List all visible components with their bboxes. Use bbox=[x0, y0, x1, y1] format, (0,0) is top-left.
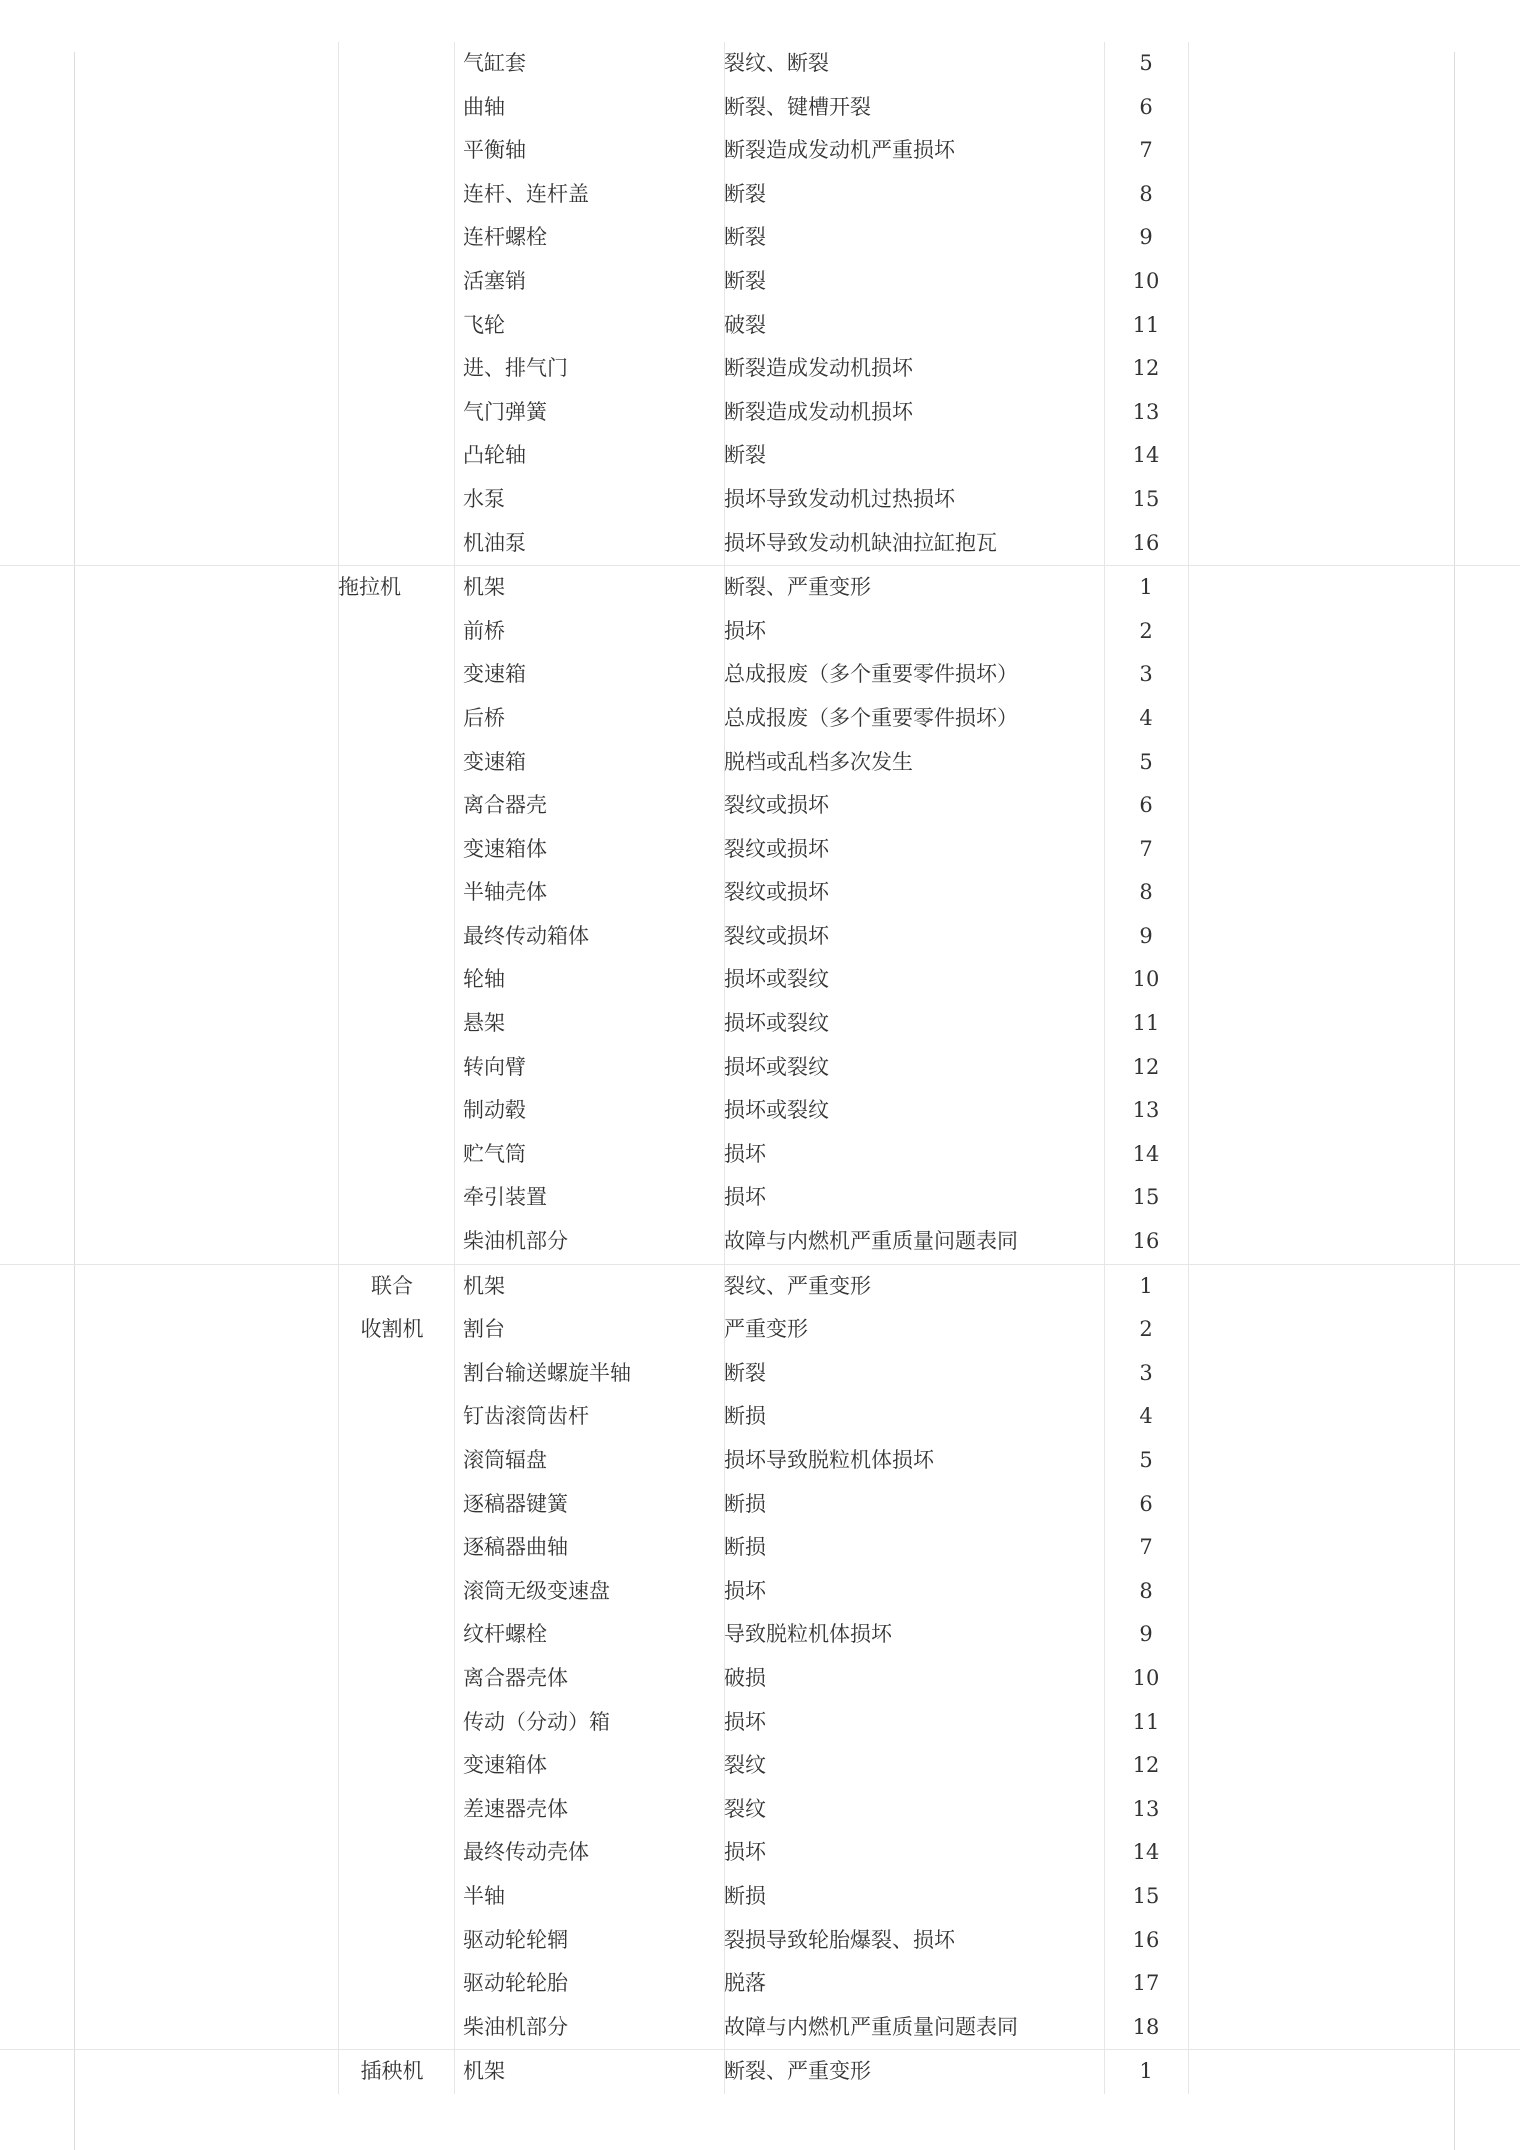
defect-description: 断裂、键槽开裂 bbox=[724, 94, 871, 119]
row-number: 1 bbox=[1139, 575, 1153, 600]
part-name: 变速箱 bbox=[463, 662, 526, 687]
table-row bbox=[0, 2050, 1520, 2094]
row-number: 11 bbox=[1132, 1011, 1160, 1036]
part-name: 气缸套 bbox=[463, 51, 526, 75]
category-label: 收割机 bbox=[360, 1317, 424, 1342]
part-name: 变速箱 bbox=[463, 749, 526, 774]
table-row bbox=[0, 478, 1520, 522]
part-name: 逐稿器曲轴 bbox=[463, 1535, 568, 1560]
defect-description: 破损 bbox=[724, 1665, 766, 1690]
defect-description: 损坏 bbox=[724, 1840, 766, 1865]
part-name: 制动毂 bbox=[463, 1098, 526, 1123]
part-name: 最终传动壳体 bbox=[463, 1840, 589, 1865]
part-name: 半轴 bbox=[463, 1883, 505, 1908]
row-number: 5 bbox=[1139, 1448, 1153, 1472]
defect-description: 裂纹或损坏 bbox=[724, 880, 829, 905]
table-row bbox=[0, 1265, 1520, 1309]
row-number: 9 bbox=[1139, 1622, 1153, 1647]
row-number: 1 bbox=[1139, 1273, 1153, 1298]
defect-description: 损坏或裂纹 bbox=[724, 967, 829, 992]
table-row bbox=[0, 1395, 1520, 1439]
part-name: 机架 bbox=[463, 2059, 505, 2084]
row-number: 6 bbox=[1139, 793, 1153, 818]
table-row bbox=[0, 1220, 1520, 1264]
defect-description: 断裂 bbox=[724, 225, 766, 250]
part-name: 牵引装置 bbox=[463, 1185, 547, 1210]
table-row bbox=[0, 1483, 1520, 1527]
row-number: 12 bbox=[1132, 356, 1160, 381]
defect-description: 故障与内燃机严重质量问题表同 bbox=[724, 1229, 1018, 1254]
part-name: 逐稿器键簧 bbox=[463, 1491, 568, 1516]
part-name: 转向臂 bbox=[463, 1054, 526, 1079]
part-name: 连杆螺栓 bbox=[463, 225, 547, 250]
defect-description: 脱落 bbox=[724, 1971, 766, 1996]
row-number: 9 bbox=[1139, 225, 1153, 250]
category-label: 插秧机 bbox=[360, 2059, 424, 2084]
row-number: 7 bbox=[1139, 138, 1153, 163]
part-name: 贮气筒 bbox=[463, 1141, 526, 1166]
part-name: 离合器壳体 bbox=[463, 1665, 568, 1690]
row-number: 5 bbox=[1139, 749, 1153, 774]
defect-description: 损坏 bbox=[724, 1578, 766, 1603]
row-number: 15 bbox=[1132, 486, 1160, 511]
defect-description: 断裂 bbox=[724, 1360, 766, 1385]
part-name: 柴油机部分 bbox=[463, 1229, 568, 1254]
defect-description: 断裂、严重变形 bbox=[724, 2059, 871, 2084]
table-row bbox=[0, 1701, 1520, 1745]
defect-description: 故障与内燃机严重质量问题表同 bbox=[724, 2014, 1018, 2039]
defect-description: 断损 bbox=[724, 1883, 766, 1908]
table-row bbox=[0, 741, 1520, 785]
table-row bbox=[0, 653, 1520, 697]
row-number: 3 bbox=[1139, 1360, 1153, 1385]
table-row bbox=[0, 1788, 1520, 1832]
defect-description: 破裂 bbox=[724, 312, 766, 337]
table-row bbox=[0, 86, 1520, 130]
table-row bbox=[0, 1875, 1520, 1919]
part-name: 纹杆螺栓 bbox=[463, 1622, 547, 1647]
row-number: 18 bbox=[1132, 2014, 1160, 2039]
defect-description: 严重变形 bbox=[724, 1317, 808, 1342]
row-number: 3 bbox=[1139, 662, 1153, 687]
row-number: 9 bbox=[1139, 923, 1153, 948]
row-number: 2 bbox=[1139, 618, 1153, 643]
defect-description: 损坏或裂纹 bbox=[724, 1011, 829, 1036]
row-number: 7 bbox=[1139, 836, 1153, 861]
table-row bbox=[0, 434, 1520, 478]
part-name: 变速箱体 bbox=[463, 1753, 547, 1778]
row-number: 10 bbox=[1132, 967, 1160, 992]
table-row bbox=[0, 610, 1520, 654]
defect-description: 断损 bbox=[724, 1535, 766, 1560]
row-number: 13 bbox=[1132, 399, 1160, 424]
defect-description: 损坏 bbox=[724, 1185, 766, 1210]
table-row bbox=[0, 173, 1520, 217]
defect-description: 导致脱粒机体损坏 bbox=[724, 1622, 892, 1647]
row-number: 16 bbox=[1132, 530, 1160, 555]
defect-description: 裂纹或损坏 bbox=[724, 793, 829, 818]
defect-description: 断裂 bbox=[724, 268, 766, 293]
row-number: 11 bbox=[1132, 1709, 1160, 1734]
table-row bbox=[0, 1613, 1520, 1657]
part-name: 气门弹簧 bbox=[463, 399, 547, 424]
table-row bbox=[0, 1308, 1520, 1352]
table-group bbox=[0, 1265, 1520, 2051]
row-number: 8 bbox=[1139, 1578, 1153, 1603]
defect-description: 损坏导致发动机过热损坏 bbox=[724, 486, 955, 511]
table-row bbox=[0, 1352, 1520, 1396]
defect-description: 裂纹 bbox=[724, 1753, 766, 1778]
part-name: 前桥 bbox=[463, 618, 505, 643]
row-number: 15 bbox=[1132, 1883, 1160, 1908]
row-number: 15 bbox=[1132, 1185, 1160, 1210]
table-row bbox=[0, 1526, 1520, 1570]
part-name: 悬架 bbox=[463, 1011, 505, 1036]
part-name: 机油泵 bbox=[463, 530, 526, 555]
part-name: 离合器壳 bbox=[463, 793, 547, 818]
part-name: 活塞销 bbox=[463, 268, 526, 293]
row-number: 7 bbox=[1139, 1535, 1153, 1560]
defect-description: 脱档或乱档多次发生 bbox=[724, 749, 913, 774]
defect-description: 总成报废（多个重要零件损坏） bbox=[724, 662, 1018, 687]
defect-description: 断裂造成发动机严重损坏 bbox=[724, 138, 955, 163]
part-name: 滚筒辐盘 bbox=[463, 1448, 547, 1472]
part-name: 驱动轮轮辋 bbox=[463, 1927, 568, 1952]
row-number: 13 bbox=[1132, 1098, 1160, 1123]
table-row bbox=[0, 129, 1520, 173]
defect-description: 损坏或裂纹 bbox=[724, 1054, 829, 1079]
defect-description: 裂纹、严重变形 bbox=[724, 1273, 871, 1298]
defect-description: 断裂造成发动机损坏 bbox=[724, 399, 913, 424]
table-row bbox=[0, 915, 1520, 959]
table-row bbox=[0, 784, 1520, 828]
defect-description: 裂纹、断裂 bbox=[724, 51, 829, 75]
row-number: 8 bbox=[1139, 880, 1153, 905]
part-name: 机架 bbox=[463, 575, 505, 600]
part-name: 凸轮轴 bbox=[463, 443, 526, 468]
defect-description: 损坏导致发动机缺油拉缸抱瓦 bbox=[724, 530, 997, 555]
defect-description: 损坏或裂纹 bbox=[724, 1098, 829, 1123]
table-row bbox=[0, 42, 1520, 86]
part-name: 变速箱体 bbox=[463, 836, 547, 861]
table-row bbox=[0, 1570, 1520, 1614]
part-name: 割台 bbox=[463, 1317, 505, 1342]
table-row bbox=[0, 1133, 1520, 1177]
table-row bbox=[0, 522, 1520, 566]
table-row bbox=[0, 1962, 1520, 2006]
table-row bbox=[0, 1919, 1520, 1963]
row-number: 6 bbox=[1139, 1491, 1153, 1516]
part-name: 割台输送螺旋半轴 bbox=[463, 1360, 631, 1385]
table-row bbox=[0, 828, 1520, 872]
table-row bbox=[0, 391, 1520, 435]
table-row bbox=[0, 1046, 1520, 1090]
defect-description: 裂损导致轮胎爆裂、损坏 bbox=[724, 1927, 955, 1952]
part-name: 轮轴 bbox=[463, 967, 505, 992]
part-name: 飞轮 bbox=[463, 312, 505, 337]
table-row bbox=[0, 1744, 1520, 1788]
defect-description: 损坏导致脱粒机体损坏 bbox=[724, 1448, 934, 1472]
table-row bbox=[0, 260, 1520, 304]
category-label: 拖拉机 bbox=[338, 575, 401, 600]
row-number: 10 bbox=[1132, 268, 1160, 293]
category-label: 联合 bbox=[371, 1273, 413, 1298]
row-number: 14 bbox=[1132, 443, 1160, 468]
table-row bbox=[0, 1831, 1520, 1875]
defect-description: 断裂造成发动机损坏 bbox=[724, 356, 913, 381]
row-number: 14 bbox=[1132, 1141, 1160, 1166]
table-row bbox=[0, 2006, 1520, 2050]
table-group bbox=[0, 2050, 1520, 2094]
table-row bbox=[0, 347, 1520, 391]
row-number: 5 bbox=[1139, 51, 1153, 75]
part-name: 曲轴 bbox=[463, 94, 505, 119]
table-row bbox=[0, 1176, 1520, 1220]
row-number: 10 bbox=[1132, 1665, 1160, 1690]
row-number: 11 bbox=[1132, 312, 1160, 337]
table-row bbox=[0, 216, 1520, 260]
row-number: 4 bbox=[1139, 1404, 1153, 1429]
table-row bbox=[0, 1439, 1520, 1483]
table-group bbox=[0, 42, 1520, 566]
table-row bbox=[0, 566, 1520, 610]
table-row bbox=[0, 1657, 1520, 1701]
part-name: 平衡轴 bbox=[463, 138, 526, 163]
row-number: 8 bbox=[1139, 181, 1153, 206]
part-name: 差速器壳体 bbox=[463, 1796, 568, 1821]
defect-description: 裂纹 bbox=[724, 1796, 766, 1821]
defect-description: 损坏 bbox=[724, 1709, 766, 1734]
table-row bbox=[0, 1002, 1520, 1046]
defect-description: 断裂 bbox=[724, 443, 766, 468]
defect-description: 断裂、严重变形 bbox=[724, 575, 871, 600]
table-row bbox=[0, 958, 1520, 1002]
row-number: 14 bbox=[1132, 1840, 1160, 1865]
part-name: 机架 bbox=[463, 1273, 505, 1298]
defect-description: 裂纹或损坏 bbox=[724, 923, 829, 948]
row-number: 12 bbox=[1132, 1054, 1160, 1079]
part-name: 柴油机部分 bbox=[463, 2014, 568, 2039]
defect-description: 总成报废（多个重要零件损坏） bbox=[724, 705, 1018, 730]
quality-issue-table bbox=[0, 42, 1520, 2094]
part-name: 最终传动箱体 bbox=[463, 923, 589, 948]
row-number: 4 bbox=[1139, 705, 1153, 730]
defect-description: 损坏 bbox=[724, 1141, 766, 1166]
row-number: 1 bbox=[1139, 2059, 1153, 2084]
row-number: 16 bbox=[1132, 1927, 1160, 1952]
row-number: 6 bbox=[1139, 94, 1153, 119]
defect-description: 损坏 bbox=[724, 618, 766, 643]
row-number: 12 bbox=[1132, 1753, 1160, 1778]
row-number: 13 bbox=[1132, 1796, 1160, 1821]
part-name: 传动（分动）箱 bbox=[463, 1709, 610, 1734]
defect-description: 断损 bbox=[724, 1404, 766, 1429]
table-group bbox=[0, 566, 1520, 1265]
table-row bbox=[0, 304, 1520, 348]
table-row bbox=[0, 697, 1520, 741]
defect-description: 裂纹或损坏 bbox=[724, 836, 829, 861]
row-number: 17 bbox=[1132, 1971, 1160, 1996]
table-row bbox=[0, 1089, 1520, 1133]
part-name: 滚筒无级变速盘 bbox=[463, 1578, 610, 1603]
part-name: 半轴壳体 bbox=[463, 880, 547, 905]
part-name: 连杆、连杆盖 bbox=[463, 181, 589, 206]
table-row bbox=[0, 871, 1520, 915]
row-number: 16 bbox=[1132, 1229, 1160, 1254]
part-name: 驱动轮轮胎 bbox=[463, 1971, 568, 1996]
defect-description: 断损 bbox=[724, 1491, 766, 1516]
part-name: 水泵 bbox=[463, 486, 505, 511]
part-name: 钉齿滚筒齿杆 bbox=[463, 1404, 589, 1429]
part-name: 进、排气门 bbox=[463, 356, 568, 381]
part-name: 后桥 bbox=[463, 705, 505, 730]
row-number: 2 bbox=[1139, 1317, 1153, 1342]
defect-description: 断裂 bbox=[724, 181, 766, 206]
